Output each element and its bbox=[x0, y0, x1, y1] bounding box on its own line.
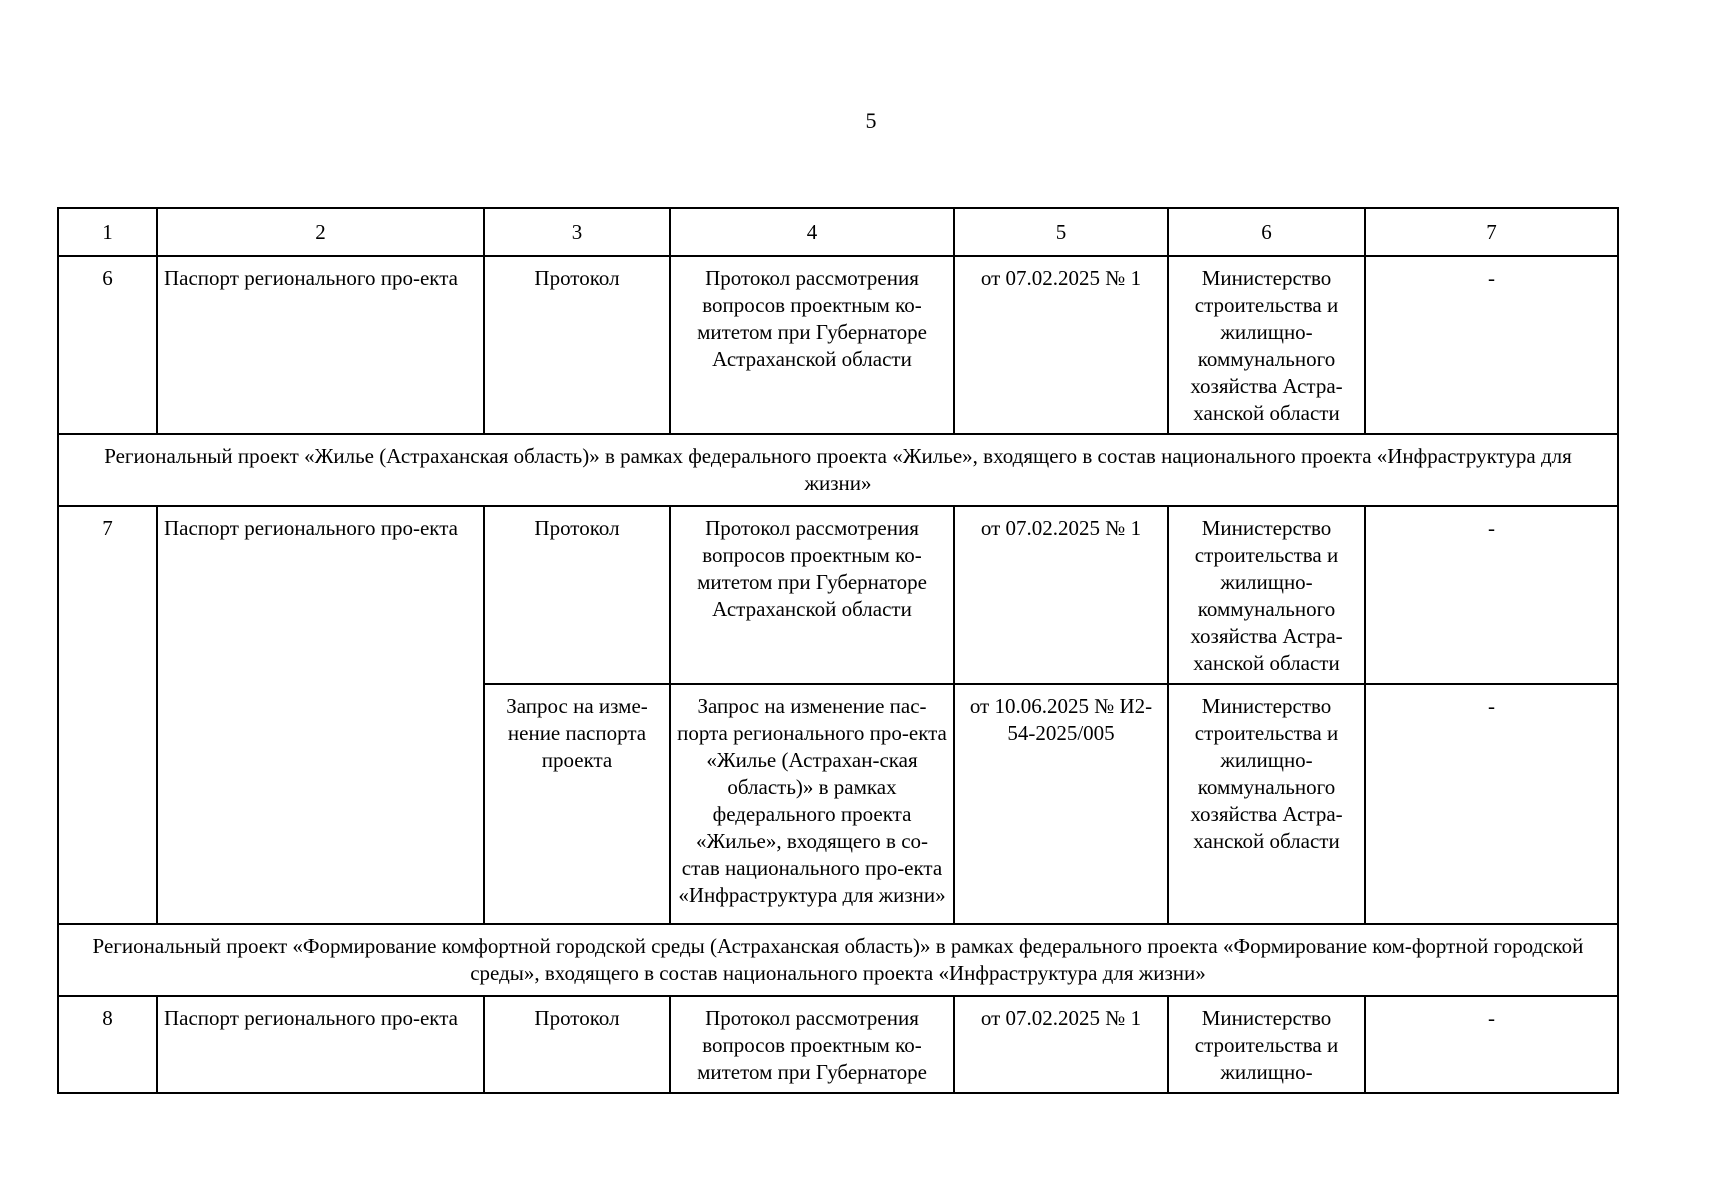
document-name: Паспорт регионального про-екта bbox=[157, 506, 484, 924]
document-type: Протокол bbox=[484, 996, 670, 1093]
row-number: 6 bbox=[58, 256, 157, 434]
section-heading-row bbox=[58, 434, 1618, 506]
page-number: 5 bbox=[865, 108, 877, 133]
responsible-organization: Министерство строительства и жилищно-коммунального хозяйства Астра-ханской области bbox=[1168, 506, 1365, 684]
document-table bbox=[57, 207, 1619, 1094]
responsible-organization: Министерство строительства и жилищно- bbox=[1168, 996, 1365, 1093]
header-col-6: 6 bbox=[1168, 208, 1365, 256]
header-col-5: 5 bbox=[954, 208, 1168, 256]
document-name: Паспорт регионального про-екта bbox=[157, 256, 484, 434]
document-type: Запрос на изме-нение паспорта проекта bbox=[484, 684, 670, 924]
document-description: Протокол рассмотрения вопросов проектным ко-митетом при Губернаторе Астраханской области bbox=[670, 506, 954, 684]
document-date: от 07.02.2025 № 1 bbox=[954, 256, 1168, 434]
section-heading: Региональный проект «Жилье (Астраханская область)» в рамках федерального проекта «Жилье», входящего в состав национального проекта «Инфраструктура для жизни» bbox=[58, 434, 1618, 506]
document-type: Протокол bbox=[484, 506, 670, 684]
section-heading-row bbox=[58, 924, 1618, 996]
section-heading: Региональный проект «Формирование комфортной городской среды (Астраханская область)» в рамках федерального проекта «Формирование ком-фортной городской среды», входящего в состав национального проекта «Инфраструктура для жизни» bbox=[58, 924, 1618, 996]
header-col-7: 7 bbox=[1365, 208, 1618, 256]
table-row bbox=[58, 506, 1618, 684]
document-date: от 10.06.2025 № И2-54-2025/005 bbox=[954, 684, 1168, 924]
header-col-1: 1 bbox=[58, 208, 157, 256]
note: - bbox=[1365, 506, 1618, 684]
header-col-3: 3 bbox=[484, 208, 670, 256]
table-row bbox=[58, 996, 1618, 1093]
note: - bbox=[1365, 684, 1618, 924]
responsible-organization: Министерство строительства и жилищно-коммунального хозяйства Астра-ханской области bbox=[1168, 256, 1365, 434]
document-description: Протокол рассмотрения вопросов проектным ко-митетом при Губернаторе bbox=[670, 996, 954, 1093]
header-col-4: 4 bbox=[670, 208, 954, 256]
row-number: 7 bbox=[58, 506, 157, 924]
table-row bbox=[58, 256, 1618, 434]
header-row bbox=[58, 208, 1618, 256]
document-date: от 07.02.2025 № 1 bbox=[954, 996, 1168, 1093]
header-col-2: 2 bbox=[157, 208, 484, 256]
document-name: Паспорт регионального про-екта bbox=[157, 996, 484, 1093]
document-description: Протокол рассмотрения вопросов проектным ко-митетом при Губернаторе Астраханской области bbox=[670, 256, 954, 434]
row-number: 8 bbox=[58, 996, 157, 1093]
note: - bbox=[1365, 256, 1618, 434]
responsible-organization: Министерство строительства и жилищно-коммунального хозяйства Астра-ханской области bbox=[1168, 684, 1365, 924]
note: - bbox=[1365, 996, 1618, 1093]
document-description: Запрос на изменение пас-порта регионального про-екта «Жилье (Астрахан-ская область)» в рамках федерального проекта «Жилье», входящего в со-став национального про-екта «Инфраструктура для жизни» bbox=[670, 684, 954, 924]
document-type: Протокол bbox=[484, 256, 670, 434]
document-date: от 07.02.2025 № 1 bbox=[954, 506, 1168, 684]
